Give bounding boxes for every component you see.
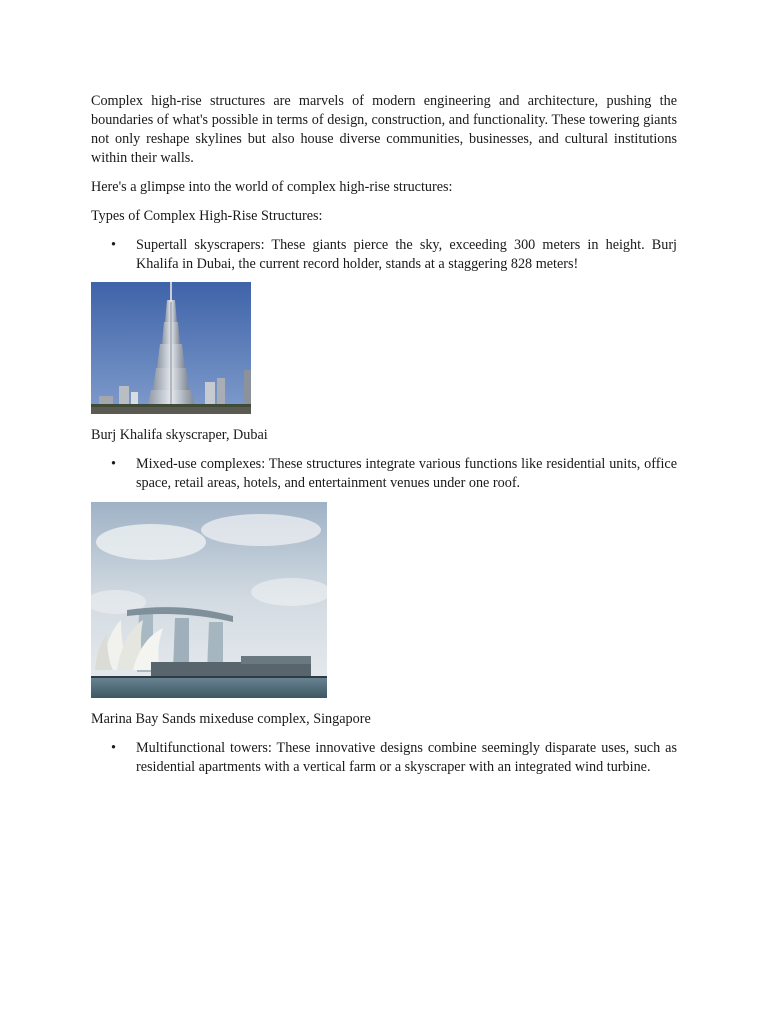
bullet-icon: • <box>111 740 116 756</box>
intro-paragraph: Complex high-rise structures are marvels of modern engineering and architecture, pushing the boundaries of what's possible in terms of design, construction, and functionality. These towering giants not only reshape skylines but also house diverse communities, businesses, and cultural institutions within their walls. <box>91 93 677 166</box>
caption-burj-khalifa: Burj Khalifa skyscraper, Dubai <box>91 427 268 443</box>
caption-marina-bay-sands: Marina Bay Sands mixeduse complex, Singapore <box>91 711 371 727</box>
list-item-multifunctional <box>91 739 677 777</box>
list-item-mixed-use <box>91 455 677 493</box>
types-heading: Types of Complex High-Rise Structures: <box>91 208 323 224</box>
bullet-icon: • <box>111 237 116 253</box>
list-item-text: Multifunctional towers: These innovative designs combine seemingly disparate uses, such as residential apartments with a vertical farm or a skyscraper with an integrated wind turbine. <box>136 740 677 775</box>
marina-bay-sands-image <box>91 502 327 698</box>
bullet-list-3 <box>91 739 677 777</box>
burj-khalifa-image <box>91 282 251 414</box>
document-page <box>91 92 677 787</box>
glimpse-paragraph: Here's a glimpse into the world of complex high-rise structures: <box>91 179 453 195</box>
list-item-text: Mixed-use complexes: These structures integrate various functions like residential units, office space, retail areas, hotels, and entertainment venues under one roof. <box>136 456 677 491</box>
bullet-list-2 <box>91 455 677 493</box>
bullet-icon: • <box>111 456 116 472</box>
list-item-supertall <box>91 236 677 274</box>
list-item-text: Supertall skyscrapers: These giants pierce the sky, exceeding 300 meters in height. Burj Khalifa in Dubai, the current record holder, stands at a staggering 828 meters! <box>136 237 677 272</box>
bullet-list-1 <box>91 236 677 274</box>
